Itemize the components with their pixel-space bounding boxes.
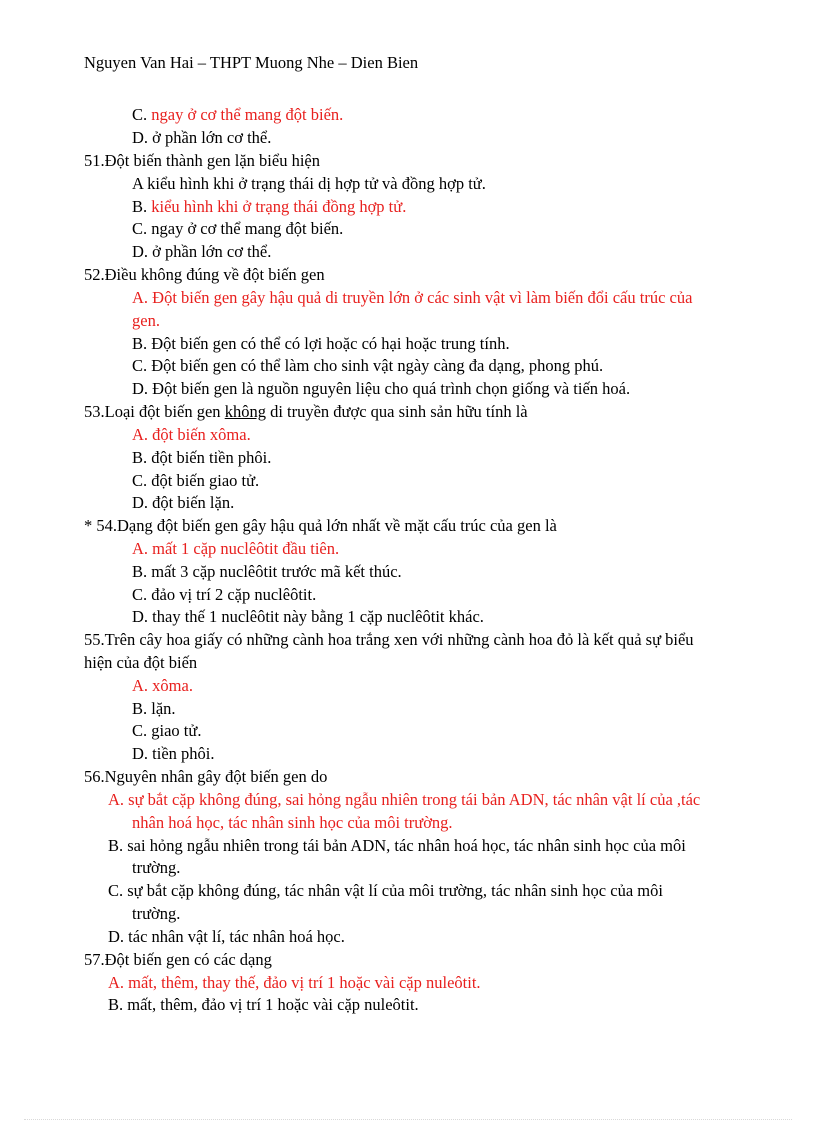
q54-option-a: A. mất 1 cặp nuclêôtit đầu tiên. — [132, 539, 340, 558]
q55-option-c: C. giao tử. — [132, 721, 202, 740]
q56-option-a: A. sự bắt cặp không đúng, sai hỏng ngẫu nhiên trong tái bản ADN, tác nhân vật lí của ,tác — [108, 790, 701, 809]
underlined-word: không — [224, 402, 266, 421]
q56-option-b-cont: trường. — [132, 858, 181, 877]
q53-option-c: C. đột biến giao tử. — [132, 471, 260, 490]
q51-stem: 51.Đột biến thành gen lặn biểu hiện — [84, 151, 320, 170]
q56-option-a-cont: nhân hoá học, tác nhân sinh học của môi trường. — [132, 813, 453, 832]
q50-option-c — [132, 104, 343, 126]
page-footer-divider — [24, 1119, 792, 1120]
q57-option-a: A. mất, thêm, thay thế, đảo vị trí 1 hoặc vài cặp nuleôtit. — [108, 973, 481, 992]
q56-stem: 56.Nguyên nhân gây đột biến gen do — [84, 767, 328, 786]
q55-option-d: D. tiền phôi. — [132, 744, 215, 763]
q54-stem: * 54.Dạng đột biến gen gây hậu quả lớn nhất về mặt cấu trúc của gen là — [84, 516, 557, 535]
correct-answer-text: kiểu hình khi ở trạng thái đồng hợp tử. — [151, 197, 407, 216]
q53-option-b: B. đột biến tiền phôi. — [132, 448, 272, 467]
q55-option-a: A. xôma. — [132, 676, 193, 695]
q53-option-a: A. đột biến xôma. — [132, 425, 251, 444]
q55-stem: 55.Trên cây hoa giấy có những cành hoa trắng xen với những cành hoa đỏ là kết quả sự biểu — [84, 630, 694, 649]
q54-option-c: C. đảo vị trí 2 cặp nuclêôtit. — [132, 585, 317, 604]
q51-option-b — [132, 196, 406, 218]
q52-option-b: B. Đột biến gen có thể có lợi hoặc có hại hoặc trung tính. — [132, 334, 510, 353]
q56-option-b: B. sai hỏng ngẫu nhiên trong tái bản ADN, tác nhân hoá học, tác nhân sinh học của môi — [108, 836, 686, 855]
q52-option-a-cont: gen. — [132, 311, 160, 330]
q57-option-b: B. mất, thêm, đảo vị trí 1 hoặc vài cặp nuleôtit. — [108, 995, 419, 1014]
q56-option-c-cont: trường. — [132, 904, 181, 923]
page-header: Nguyen Van Hai – THPT Muong Nhe – Dien Bien — [84, 53, 419, 72]
q52-option-d: D. Đột biến gen là nguồn nguyên liệu cho quá trình chọn giống và tiến hoá. — [132, 379, 631, 398]
option-letter: B. — [132, 197, 152, 216]
q57-stem: 57.Đột biến gen có các dạng — [84, 950, 272, 969]
q56-option-c: C. sự bắt cặp không đúng, tác nhân vật lí của môi trường, tác nhân sinh học của môi — [108, 881, 663, 900]
correct-answer-text: ngay ở cơ thể mang đột biến. — [151, 105, 344, 124]
q51-option-a: A kiểu hình khi ở trạng thái dị hợp tử và đồng hợp tử. — [132, 174, 486, 193]
option-letter: C. — [132, 105, 152, 124]
q55-option-b: B. lặn. — [132, 699, 176, 718]
q52-option-a: A. Đột biến gen gây hậu quả di truyền lớn ở các sinh vật vì làm biến đổi cấu trúc của — [132, 288, 693, 307]
q52-option-c: C. Đột biến gen có thể làm cho sinh vật ngày càng đa dạng, phong phú. — [132, 356, 604, 375]
stem-text: di truyền được qua sinh sản hữu tính là — [265, 402, 528, 421]
q51-option-d: D. ở phần lớn cơ thể. — [132, 242, 272, 261]
q53-option-d: D. đột biến lặn. — [132, 493, 235, 512]
q55-stem-cont: hiện của đột biến — [84, 653, 198, 672]
q56-option-d: D. tác nhân vật lí, tác nhân hoá học. — [108, 927, 345, 946]
q54-option-d: D. thay thế 1 nuclêôtit này bằng 1 cặp nuclêôtit khác. — [132, 607, 484, 626]
q54-option-b: B. mất 3 cặp nuclêôtit trước mã kết thúc. — [132, 562, 402, 581]
q53-stem — [84, 401, 528, 423]
q51-option-c: C. ngay ở cơ thể mang đột biến. — [132, 219, 344, 238]
stem-text: 53.Loại đột biến gen — [84, 402, 225, 421]
q50-option-d: D. ở phần lớn cơ thể. — [132, 128, 272, 147]
q52-stem: 52.Điều không đúng về đột biến gen — [84, 265, 325, 284]
